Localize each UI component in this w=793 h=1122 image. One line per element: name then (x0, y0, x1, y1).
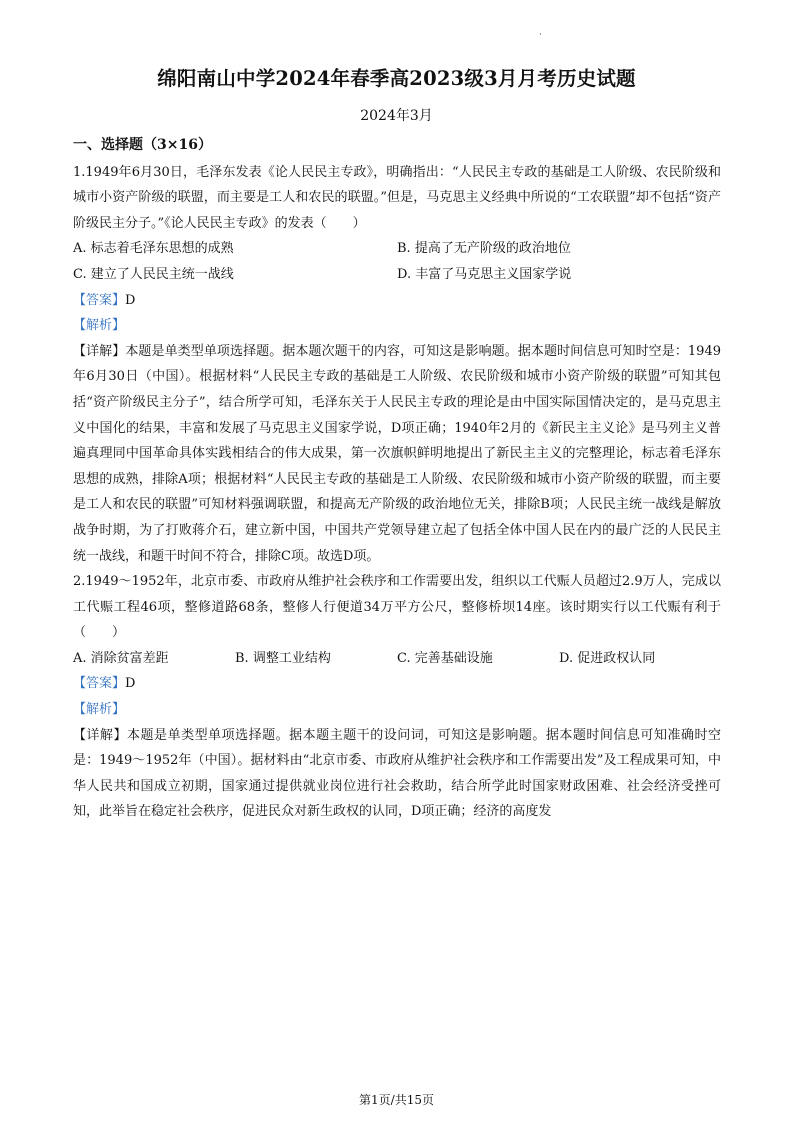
question-1-option-b: B. 提高了无产阶级的政治地位 (397, 241, 571, 257)
question-2-option-c: C. 完善基础设施 (397, 650, 493, 666)
question-1-option-a: A. 标志着毛泽东思想的成熟 (73, 241, 234, 257)
question-2-stem: 2.1949～1952年，北京市委、市政府从维护社会秩序和工作需要出发，组织以工代赈人员超过2.9万人，完成以工代赈工程46项，整修道路68条，整修人行便道34万平方公尺，整修桥坝14座。该时期实行以工代赈有利于（ ） (73, 574, 721, 641)
question-1-answer (73, 288, 721, 314)
page-title: 绵阳南山中学2024年春季高2023级3月月考历史试题 (157, 67, 636, 90)
question-1-analysis-tag: 【解析】 (73, 318, 126, 334)
page-footer: 第1页/共15页 (359, 1093, 434, 1107)
question-1-option-d: D. 丰富了马克思主义国家学说 (397, 266, 572, 282)
question-1-detail: 【详解】本题是单类型单项选择题。据本题次题干的内容，可知这是影响题。据本题时间信息可知时空是：1949年6月30日（中国）。根据材料“人民民主专政的基础是工人阶级、农民阶级和城市小资产阶级的联盟”可知其包括“资产阶级民主分子”，结合所学可知，毛泽东关于人民民主专政的理论是由中国实际国情决定的，是马克思主义中国化的结果，丰富和发展了马克思主义国家学说，D项正确；1940年2月的《新民主主义论》是马列主义普遍真理同中国革命具体实践相结合的伟大成果，第一次旗帜鲜明地提出了新民主主义的完整理论，标志着毛泽东思想的成熟，排除A项；根据材料“人民民主专政的基础是工人阶级、农民阶级和城市小资产阶级的联盟，而主要是工人和农民的联盟”可知材料强调联盟，和提高无产阶级的政治地位无关，排除B项；人民民主统一战线是解放战争时期，为了打败蒋介石，建立新中国，中国共产党领导建立起了包括全体中国人民在内的最广泛的人民民主统一战线，和题干时间不符合，排除C项。故选D项。 (73, 343, 721, 564)
question-2-options (73, 646, 721, 672)
answer-value: D (125, 292, 136, 308)
answer-value: D (125, 676, 136, 692)
question-2-answer (73, 671, 721, 697)
question-1-options (73, 236, 721, 287)
question-2-option-d: D. 促进政权认同 (559, 650, 656, 666)
question-2-analysis-tag: 【解析】 (73, 702, 126, 718)
question-1-stem: 1.1949年6月30日，毛泽东发表《论人民民主专政》，明确指出：“人民民主专政的基础是工人阶级、农民阶级和城市小资产阶级的联盟，而主要是工人和农民的联盟。”但是，马克思主义经典中所说的“工农联盟”却不包括“资产阶级民主分子。”《论人民民主专政》的发表（ ） (73, 164, 721, 231)
question-2-detail: 【详解】本题是单类型单项选择题。据本题主题干的设问词，可知这是影响题。据本题时间信息可知准确时空是：1949～1952年（中国）。据材料由“北京市委、市政府从维护社会秩序和工作需要出发”及工程成果可知，中华人民共和国成立初期，国家通过提供就业岗位进行社会救助，结合所学此时国家财政困难、社会经济受挫可知，此举旨在稳定社会秩序，促进民众对新生政权的认同，D项正确；经济的高度发 (73, 727, 721, 820)
header-mark: · (539, 30, 542, 40)
question-1-option-c: C. 建立了人民民主统一战线 (73, 266, 234, 282)
question-2-option-b: B. 调整工业结构 (235, 650, 331, 666)
answer-tag: 【答案】 (73, 676, 126, 692)
answer-tag: 【答案】 (73, 292, 126, 308)
question-2-option-a: A. 消除贫富差距 (73, 650, 169, 666)
exam-date: 2024年3月 (360, 108, 433, 124)
section-title: 一、选择题（3×16） (73, 137, 212, 153)
content-area (73, 133, 721, 825)
